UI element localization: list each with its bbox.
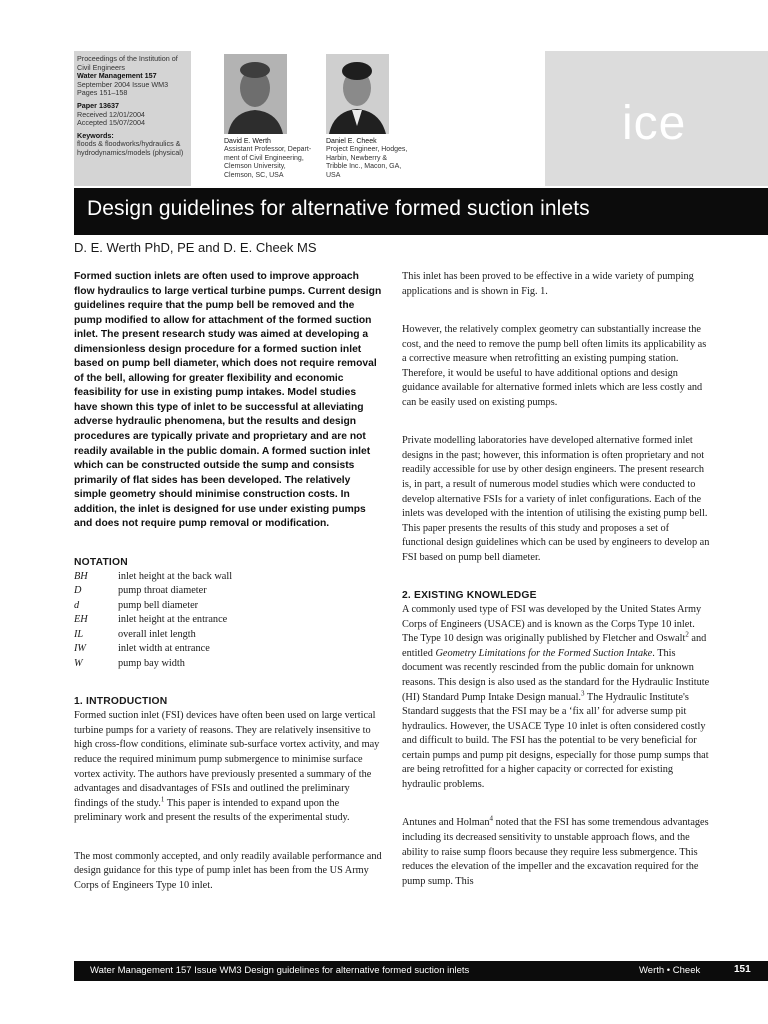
text-run: The Hydraulic Institute's Standard suggests that the FSI may be a ‘fix all’ for adverse sump pit hydraulics. However, the USACE Type 10 inlet is often considered costly and difficult to build. The FSI has the potential to be very beneficial for certain pumps and pump pit designs, especially for those pump sumps that are being retrofitted for a higher capacity or corrected for existing hydraulic problems. [402,691,709,790]
publication-info-box [74,51,191,186]
text-run: This paper is intended to expand upon the preliminary work and present the results of the experimental study. [74,797,350,824]
notation-symbol: IL [74,628,84,640]
notation-description: pump throat diameter [118,585,207,597]
paper-title: Design guidelines for alternative formed suction inlets [87,197,590,220]
notation-row [74,584,382,599]
author-affiliation-line: Clemson University, [224,163,286,171]
ice-logo: ice [622,97,687,150]
existing-knowledge-heading: 2. EXISTING KNOWLEDGE [402,590,537,602]
author-affiliation-line: Tribble Inc., Macon, GA, [326,163,402,171]
notation-symbol: D [74,585,82,597]
author-byline: D. E. Werth PhD, PE and D. E. Cheek MS [74,240,317,255]
notation-description: inlet width at entrance [118,643,210,655]
received-date: Received 12/01/2004 [77,109,145,119]
notation-description: pump bell diameter [118,599,199,611]
introduction-paragraph-1 [74,709,382,825]
text-run: Formed suction inlet (FSI) devices have often been used on large vertical turbine pumps for a variety of reasons. They are relatively insensitive to high cross-flow conditions, eliminate sub-surface vortex activity, and may reduce the required minimum pump submergence to minimise surface vortex activity. The authors have previously presented a summary of the advantages and disadvantages of FSIs and outlined the preliminary findings of the study. [74,710,380,809]
reference-marker: 1 [160,795,165,804]
page-footer [74,961,768,981]
notation-row [74,657,382,672]
notation-description: inlet height at the back wall [118,570,233,582]
author-card-werth [224,138,319,180]
notation-list [74,570,382,672]
author-affiliation-line: Project Engineer, Hodges, [326,146,408,154]
journal-issue: September 2004 Issue WM3 [77,79,169,89]
notation-row [74,613,382,628]
reference-marker: 4 [489,814,494,823]
page-number: 151 [734,964,751,975]
notation-row [74,599,382,614]
notation-symbol: d [74,599,80,611]
author-affiliation-line: Assistant Professor, Depart- [224,146,312,154]
author-card-cheek [326,138,421,180]
keywords-line-2: hydrodynamics/models (physical) [77,147,184,157]
text-run: Antunes and Holman [402,817,490,829]
notation-symbol: EH [74,614,88,626]
journal-line-1: Proceedings of the Institution of [77,54,178,63]
journal-volume: Water Management 157 [77,71,157,81]
notation-symbol: W [74,657,83,669]
notation-description: overall inlet length [118,628,196,640]
author-affiliation-line: Clemson, SC, USA [224,171,284,179]
title-bar [74,188,768,235]
body-paragraph-2: However, the relatively complex geometry can substantially increase the cost, and the need to remove the pump bell often limits its applicability as a corrective measure when retrofitting an existing pumping station. Therefore, it would be useful to have additional options and design guidance available for alternative formed inlets which are less costly and can be easily used on existing pumps. [402,324,707,408]
author-photo-werth [224,54,287,134]
keywords-label: Keywords: [77,130,114,140]
cited-title: Geometry Limitations for the Formed Suction Intake [435,647,653,659]
keywords-line-1: floods & floodworks/hydraulics & [77,139,181,149]
body-paragraph-3: Private modelling laboratories have developed alternative formed inlet designs in the past; however, this information is often proprietary and not readily accessible for use by other design engineers. The present research is, in part, a result of numerous model studies which were conducted to develop alternative FSIs for a variety of inlet configurations. Each of the inlets was developed with the intention of utilising the existing pump bell. This paper presents the results of this study and proposes a set of functional design guidelines which can be used by engineers to develop an FSI based on pump bell diameter. [402,435,710,563]
author-name: Daniel E. Cheek [326,138,377,145]
journal-line-2: Civil Engineers [77,62,125,72]
author-affiliation-line: Harbin, Newberry & [326,154,388,162]
notation-row [74,642,382,657]
reference-marker: 3 [581,689,585,698]
footer-authors: Werth • Cheek [639,965,701,976]
text-run: noted that the FSI has some tremendous advantages including its decreased sensitivity to unstable approach flows, and the ability to raise sump floors because they require less submergence. This reduces the elevation of the impeller and the excavation required for the pump sump. This [402,817,709,887]
paper-number: Paper 13637 [77,100,119,110]
author-affiliation-line: ment of Civil Engineering, [224,154,304,162]
author-affiliation-line: USA [326,171,341,179]
notation-row [74,628,382,643]
body-paragraph-1: This inlet has been proved to be effective in a wide variety of pumping applications and is shown in Fig. 1. [402,271,694,297]
text-run: A commonly used type of FSI was developed by the United States Army Corps of Engineers (USACE) and is known as the Corps Type 10 inlet. The Type 10 design was originally published by Fletcher and Oswalt [402,604,702,645]
journal-pages: Pages 151–158 [77,88,128,98]
notation-description: pump bay width [118,657,185,669]
author-photo-cheek [326,54,389,134]
accepted-date: Accepted 15/07/2004 [77,118,145,128]
text-run: and entitled [402,633,707,659]
notation-row [74,570,382,585]
notation-symbol: IW [74,643,87,655]
introduction-heading: 1. INTRODUCTION [74,696,168,708]
body-paragraph-5 [402,816,710,889]
body-paragraph-4 [402,603,710,792]
right-column [402,270,710,889]
introduction-paragraph-2: The most commonly accepted, and only readily available performance and design guidance for this type of pump inlet has been from the US Army Corps of Engineers Type 10 inlet. [74,850,382,891]
notation-heading: NOTATION [74,556,128,568]
left-column [74,270,382,893]
author-name: David E. Werth [224,138,271,145]
footer-journal-title: Water Management 157 Issue WM3 Design guidelines for alternative formed suction inlets [90,965,470,976]
notation-symbol: BH [74,570,88,582]
text-run: . This document was recently rescinded from the public domain for unknown reasons. This design is also used as the standard for the Hydraulic Institute (HI) Standard Pump Intake Design manual. [402,647,710,703]
notation-description: inlet height at the entrance [118,614,228,626]
abstract: Formed suction inlets are often used to improve approach flow hydraulics to large vertical turbine pumps. Current design guidelines require that the pump bell be removed and the pump modified to allow for attachment of the formed suction inlet. The present research study was aimed at developing a dimensionless design procedure for a formed suction inlet based on pump bell diameter, which does not require removal of the bell, allowing for greater flexibility and economic feasibility for use in existing pump intakes. Model studies have shown this type of inlet to be successful at alleviating adverse hydraulic phenomena, but the results and design procedures are typically private and proprietary and are not readily available in the public domain. A formed suction inlet which can be constructed outside the sump and consists primarily of flat sides has been developed. The relatively simple geometry should minimise construction costs. In addition, the inlet is designed for use under existing pumps and does not require pump removal or modification. [74,271,382,530]
reference-marker: 2 [685,630,689,639]
